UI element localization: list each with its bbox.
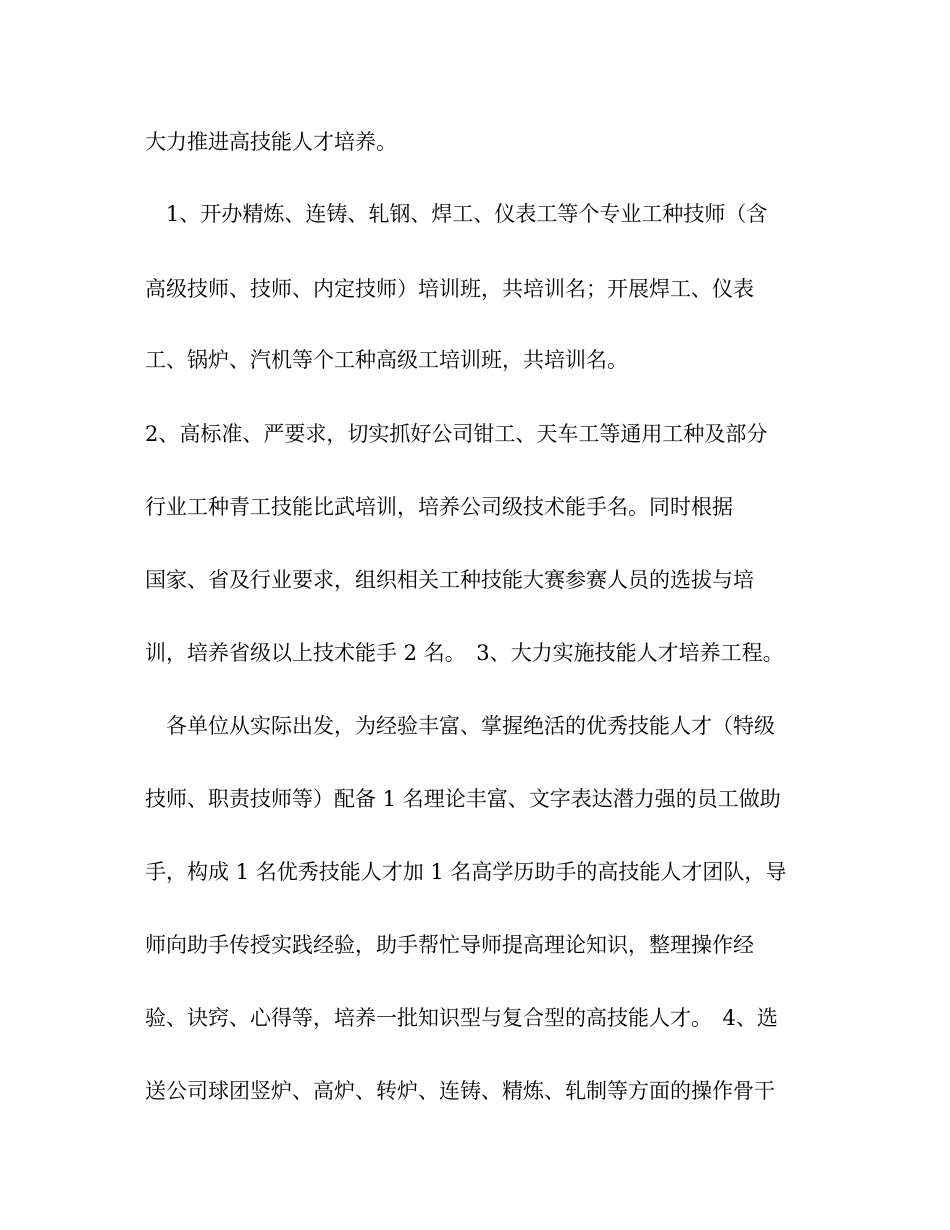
text-line-13: 验、诀窍、心得等，培养一批知识型与复合型的高技能人才。 4、选 [145, 1006, 778, 1030]
text-line-8: 训，培养省级以上技术能手 2 名。 3、大力实施技能人才培养工程。 [145, 641, 784, 665]
text-line-10: 技师、职责技师等）配备 1 名理论丰富、文字表达潜力强的员工做助 [145, 787, 781, 811]
text-line-14: 送公司球团竖炉、高炉、转炉、连铸、精炼、轧制等方面的操作骨干 [145, 1079, 775, 1103]
text-line-1: 大力推进高技能人才培养。 [145, 130, 397, 154]
text-line-5: 2、高标准、严要求，切实抓好公司钳工、天车工等通用工种及部分 [145, 422, 768, 446]
text-line-9: 各单位从实际出发，为经验丰富、掌握绝活的优秀技能人才（特级 [145, 714, 775, 738]
text-line-2: 1、开办精炼、连铸、轧钢、焊工、仪表工等个专业工种技师（含 [145, 202, 768, 226]
text-line-12: 师向助手传授实践经验，助手帮忙导师提高理论知识，整理操作经 [145, 933, 754, 957]
text-line-3: 高级技师、技师、内定技师）培训班，共培训名；开展焊工、仪表 [145, 277, 754, 301]
text-line-6: 行业工种青工技能比武培训，培养公司级技术能手名。同时根据 [145, 495, 733, 519]
text-line-11: 手，构成 1 名优秀技能人才加 1 名高学历助手的高技能人才团队，导 [145, 860, 787, 884]
text-line-4: 工、锅炉、汽机等个工种高级工培训班，共培训名。 [145, 348, 628, 372]
text-line-7: 国家、省及行业要求，组织相关工种技能大赛参赛人员的选拔与培 [145, 568, 754, 592]
